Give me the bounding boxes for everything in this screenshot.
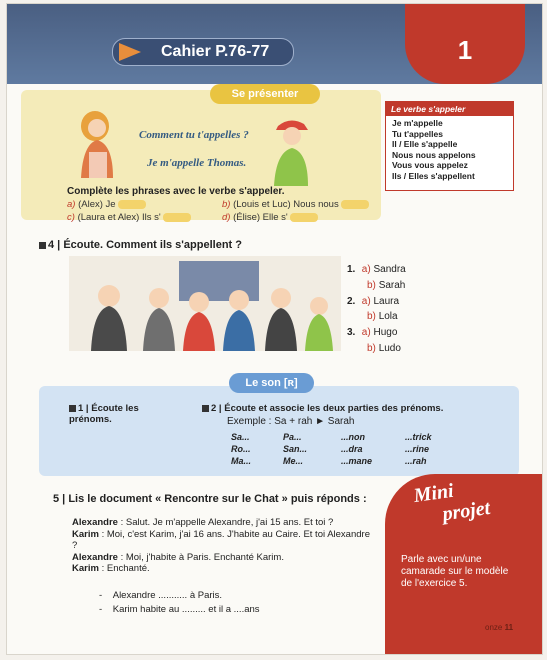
mini-projet-panel xyxy=(385,474,542,654)
syllable[interactable]: ...dra xyxy=(341,444,363,454)
syllable[interactable]: Pa... xyxy=(283,432,302,442)
play-arrow-icon xyxy=(119,43,141,61)
syllable[interactable]: Ma... xyxy=(231,456,252,466)
syllable[interactable]: San... xyxy=(283,444,308,454)
speech-bubble-girl: Comment tu t'appelles ? xyxy=(139,129,249,141)
dialog-line: Alexandre : Salut. Je m'appelle Alexandre, j'ai 15 ans. Et toi ? xyxy=(72,517,334,528)
answer-blank[interactable] xyxy=(118,200,146,209)
boy-illustration xyxy=(262,116,318,186)
son-exercise-2: 2 | Écoute et associe les deux parties des prénoms. xyxy=(202,403,443,414)
girl-illustration xyxy=(69,108,125,178)
dialog-line: Karim : Moi, c'est Karim, j'ai 16 ans. J'habite au Caire. Et toi Alexandre ? xyxy=(72,528,370,551)
syllable[interactable]: ...mane xyxy=(341,456,373,466)
fill-line[interactable]: - Alexandre ........... à Paris. xyxy=(99,590,223,601)
son-exercise-1: 1 | Écoute les prénoms. xyxy=(69,403,139,425)
complete-item-b: b) (Louis et Luc) Nous nous xyxy=(222,199,377,210)
chat-dialog xyxy=(72,517,372,575)
syllable[interactable]: ...non xyxy=(341,432,365,442)
verb-box xyxy=(385,101,514,191)
mini-projet-title: Mini projet xyxy=(412,479,492,526)
verb-box-title: Le verbe s'appeler xyxy=(386,102,513,116)
cahier-title: Cahier P.76-77 xyxy=(161,43,270,60)
se-presenter-badge: Se présenter xyxy=(210,84,320,104)
fill-line[interactable]: - Karim habite au ......... et il a ....ans xyxy=(99,604,260,615)
speech-bubble-boy: Je m'appelle Thomas. xyxy=(147,157,247,169)
exercise-4-title: 4 | Écoute. Comment ils s'appellent ? xyxy=(39,239,242,251)
answer-blank[interactable] xyxy=(290,213,318,222)
answer-3a[interactable]: 3. a) Hugo xyxy=(347,327,398,339)
syllable[interactable]: Me... xyxy=(283,456,304,466)
dialog-line: Alexandre : Moi, j'habite à Paris. Enchanté Karim. xyxy=(72,551,284,563)
page-number: onze 11 xyxy=(485,623,514,632)
answer-2b[interactable]: b) Lola xyxy=(367,311,398,323)
dialog-line: Karim : Enchanté. xyxy=(72,563,150,574)
syllable[interactable]: Ro... xyxy=(231,444,251,454)
syllable[interactable]: ...rah xyxy=(405,456,427,466)
complete-item-a: a) (Alex) Je xyxy=(67,199,222,210)
answer-blank[interactable] xyxy=(341,200,369,209)
syllable-grid xyxy=(231,432,465,466)
exercise-5-title: 5 | Lis le document « Rencontre sur le Chat » puis réponds : xyxy=(53,493,367,505)
unit-number: 1 xyxy=(405,4,525,84)
mini-projet-text: Parle avec un/une camarade sur le modèle de l'exercice 5. xyxy=(401,554,509,589)
answer-2a[interactable]: 2. a) Laura xyxy=(347,295,400,307)
answer-1b[interactable]: b) Sarah xyxy=(367,279,406,291)
syllable[interactable]: ...rine xyxy=(405,444,430,454)
exercise-4-answers xyxy=(347,262,406,357)
party-scene-illustration xyxy=(69,256,341,351)
exemple-line: Exemple : Sa + rah ► Sarah xyxy=(227,416,355,427)
complete-item-c: c) (Laura et Alex) Ils s' xyxy=(67,212,222,223)
verb-conjugation: Je m'appelle Tu t'appelles Il / Elle s'appelle Nous nous appelons Vous vous appelez Ils / Elles s'appellent xyxy=(392,118,476,181)
answer-1a[interactable]: 1. a) Sandra xyxy=(347,264,406,275)
le-son-badge: Le son [ʀ] xyxy=(229,373,314,393)
speaker-icon xyxy=(202,405,209,412)
syllable[interactable]: ...trick xyxy=(405,432,432,442)
fill-in-lines xyxy=(99,589,260,617)
answer-blank[interactable] xyxy=(163,213,191,222)
complete-instruction: Complète les phrases avec le verbe s'appeler. xyxy=(67,186,285,197)
speaker-icon xyxy=(39,242,46,249)
cahier-badge xyxy=(112,38,294,66)
speaker-icon xyxy=(69,405,76,412)
syllable[interactable]: Sa... xyxy=(231,432,250,442)
complete-exercise xyxy=(67,186,377,223)
answer-3b[interactable]: b) Ludo xyxy=(367,342,401,354)
textbook-page xyxy=(6,3,543,655)
complete-item-d: d) (Élise) Elle s' xyxy=(222,212,377,223)
